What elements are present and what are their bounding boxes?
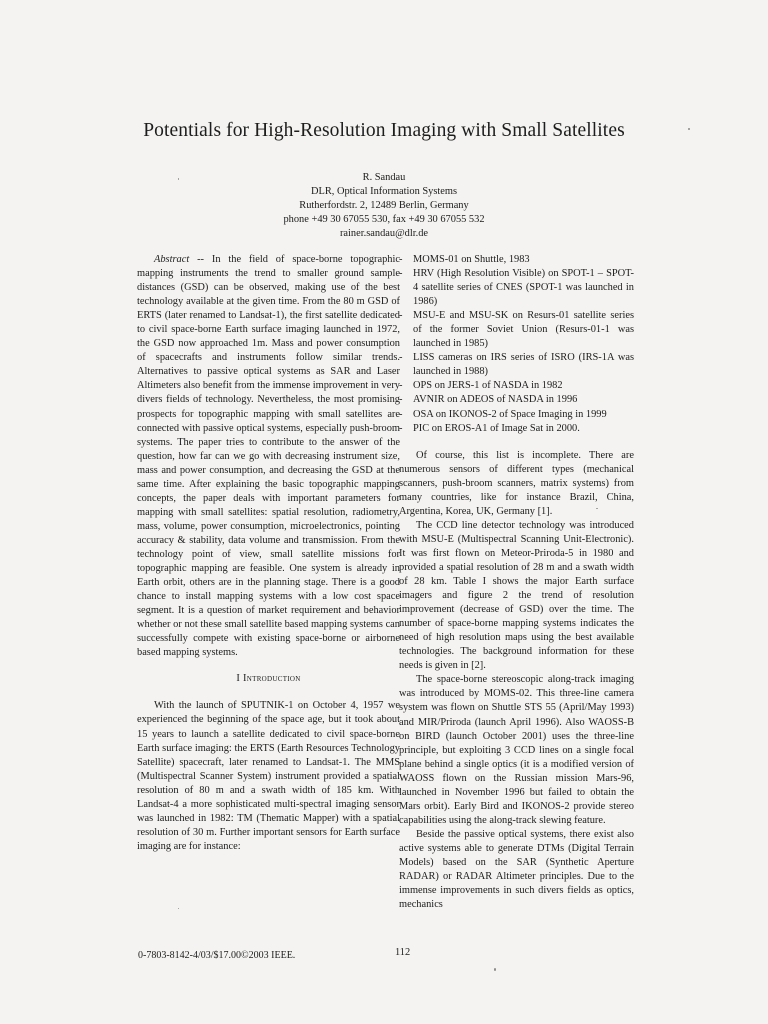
author-block	[0, 171, 768, 241]
list-item: - PIC on EROS-A1 of Image Sat in 2000.	[399, 422, 634, 436]
body-paragraph: Beside the passive optical systems, there exist also active systems able to generate DTMs (Digital Terrain Models) based on the SAR (Synthetic Aperture RADAR) or RADAR Altimeter principles. Due to the immense improvements in such divers fields as optics, mechanics	[399, 828, 634, 911]
page-number: 112	[395, 947, 411, 958]
list-item: - OSA on IKONOS-2 of Space Imaging in 1999	[399, 408, 634, 422]
author-name: R. Sandau	[362, 172, 406, 183]
abstract	[137, 253, 400, 660]
list-item: - OPS on JERS-1 of NASDA in 1982	[399, 379, 634, 393]
list-item: - LISS cameras on IRS series of ISRO (IRS-1A was launched in 1988)	[399, 351, 634, 379]
scan-speck	[688, 128, 690, 130]
scan-speck	[494, 968, 496, 971]
introduction-paragraph: With the launch of SPUTNIK-1 on October 4, 1957 we experienced the beginning of the space age, but it took about 15 years to launch a satellite dedicated to civil space-borne Earth surface imaging: the ERTS (Earth Resources Technology Satellite) spacecraft, later renamed to Landsat-1. The MMS (Multispectral Scanner System) instrument provided a spatial resolution of 80 m and a swath width of 185 km. With Landsat-4 a more sophisticated multi-spectral imaging sensor was launched in 1982: TM (Thematic Mapper) with a spatial resolution of 30 m. Further important sensors for Earth surface imaging are for instance:	[137, 700, 400, 852]
paper-title: Potentials for High-Resolution Imaging with Small Satellites	[143, 120, 625, 141]
right-column	[399, 253, 634, 912]
author-address: Rutherfordstr. 2, 12489 Berlin, Germany	[299, 200, 469, 211]
author-affiliation: DLR, Optical Information Systems	[310, 186, 458, 197]
paragraph-gap	[399, 436, 634, 449]
list-item: - AVNIR on ADEOS of NASDA in 1996	[399, 393, 634, 407]
copyright-line: 0-7803-8142-4/03/$17.00©2003 IEEE.	[138, 950, 296, 961]
author-email: rainer.sandau@dlr.de	[339, 228, 429, 239]
scan-speck	[178, 178, 179, 180]
scan-speck	[178, 908, 179, 909]
sensor-list	[399, 253, 634, 436]
body-paragraph: The space-borne stereoscopic along-track imaging was introduced by MOMS-02. This three-line camera system was flown on Shuttle STS 55 (April/May 1993) and MIR/Priroda (launch April 1996). Also WAOSS-B on BIRD (launch October 2001) uses the three-line principle, but exploiting 3 CCD lines on a single focal plane behind a single optics (it is a modified version of WAOSS flown on the Russian mission Mars-96, launched in November 1996 but failed to obtain the Mars orbit). Early Bird and IKONOS-2 provide stereo capabilities using the along-track slewing feature.	[399, 674, 634, 826]
list-item: - HRV (High Resolution Visible) on SPOT-1 – SPOT-4 satellite series of CNES (SPOT-1 was launched in 1986)	[399, 267, 634, 309]
body-paragraph: The CCD line detector technology was introduced with MSU-E (Multispectral Scanning Unit-Electronic). It was first flown on Meteor-Priroda-5 in 1980 and provided a spatial resolution of 28 m and a swath width of 28 km. Table I shows the major Earth surface imagers and figure 2 the trend of resolution improvement (decrease of GSD) over the time. The number of space-borne mapping systems indicates the need of high resolution maps using the best available technologies. The background information for these needs is given in [2].	[399, 519, 634, 672]
list-item: - MSU-E and MSU-SK on Resurs-01 satellite series of the former Soviet Union (Resurs-01-1 was launched in 1985)	[399, 309, 634, 351]
scan-speck	[596, 508, 598, 509]
scan-speck	[628, 868, 629, 869]
abstract-label: Abstract --	[154, 254, 204, 265]
body-paragraph: Of course, this list is incomplete. There are numerous sensors of different types (mechanical scanners, push-broom scanners, matrix systems) from many countries, like for instance Brazil, China, Argentina, Korea, UK, Germany [1].	[399, 449, 634, 517]
abstract-text: In the field of space-borne topographic mapping instruments the trend to smaller ground sample distances (GSD) can be observed, making use of the best technology available at the given time. From the 80 m GSD of ERTS (later renamed to Landsat-1), the first satellite dedicated to civil space-borne Earth surface imaging launched in 1972, the GSD now approached 1m. Mass and power consumption of spacecrafts and instruments follow similar trends. Alternatives to passive optical systems as SAR and Laser Altimeters also benefit from the immense improvement in very divers fields of technology. Nevertheless, the most promising prospects for topographic mapping with small satellites are connected with passive optical systems, especially push-broom systems. The paper tries to contribute to the answer of the question, how far can we go with decreasing instrument size, mass and power consumption, and decreasing the GSD at the same time. After explaining the basic topographic mapping concepts, the paper deals with important parameters for mapping with small satellites: spatial resolution, radiometry, mass, volume, power consumption, microelectronics, pointing accuracy & stability, data volume and transmission. From the technology point of view, small satellite missions for topographic mapping are feasible. One system is already in Earth orbit, others are in the planning stage. There is a good chance to install mapping systems with a low cost space segment. It is a question of market requirement and behavior whether or not these small satellite based mapping systems can successfully compete with existing space-borne or airborne based mapping systems.	[137, 254, 400, 659]
author-phone: phone +49 30 67055 530, fax +49 30 67055 532	[283, 214, 485, 225]
left-column	[137, 253, 400, 854]
list-item: - MOMS-01 on Shuttle, 1983	[399, 253, 634, 267]
section-heading-introduction: I Introduction	[236, 673, 301, 685]
